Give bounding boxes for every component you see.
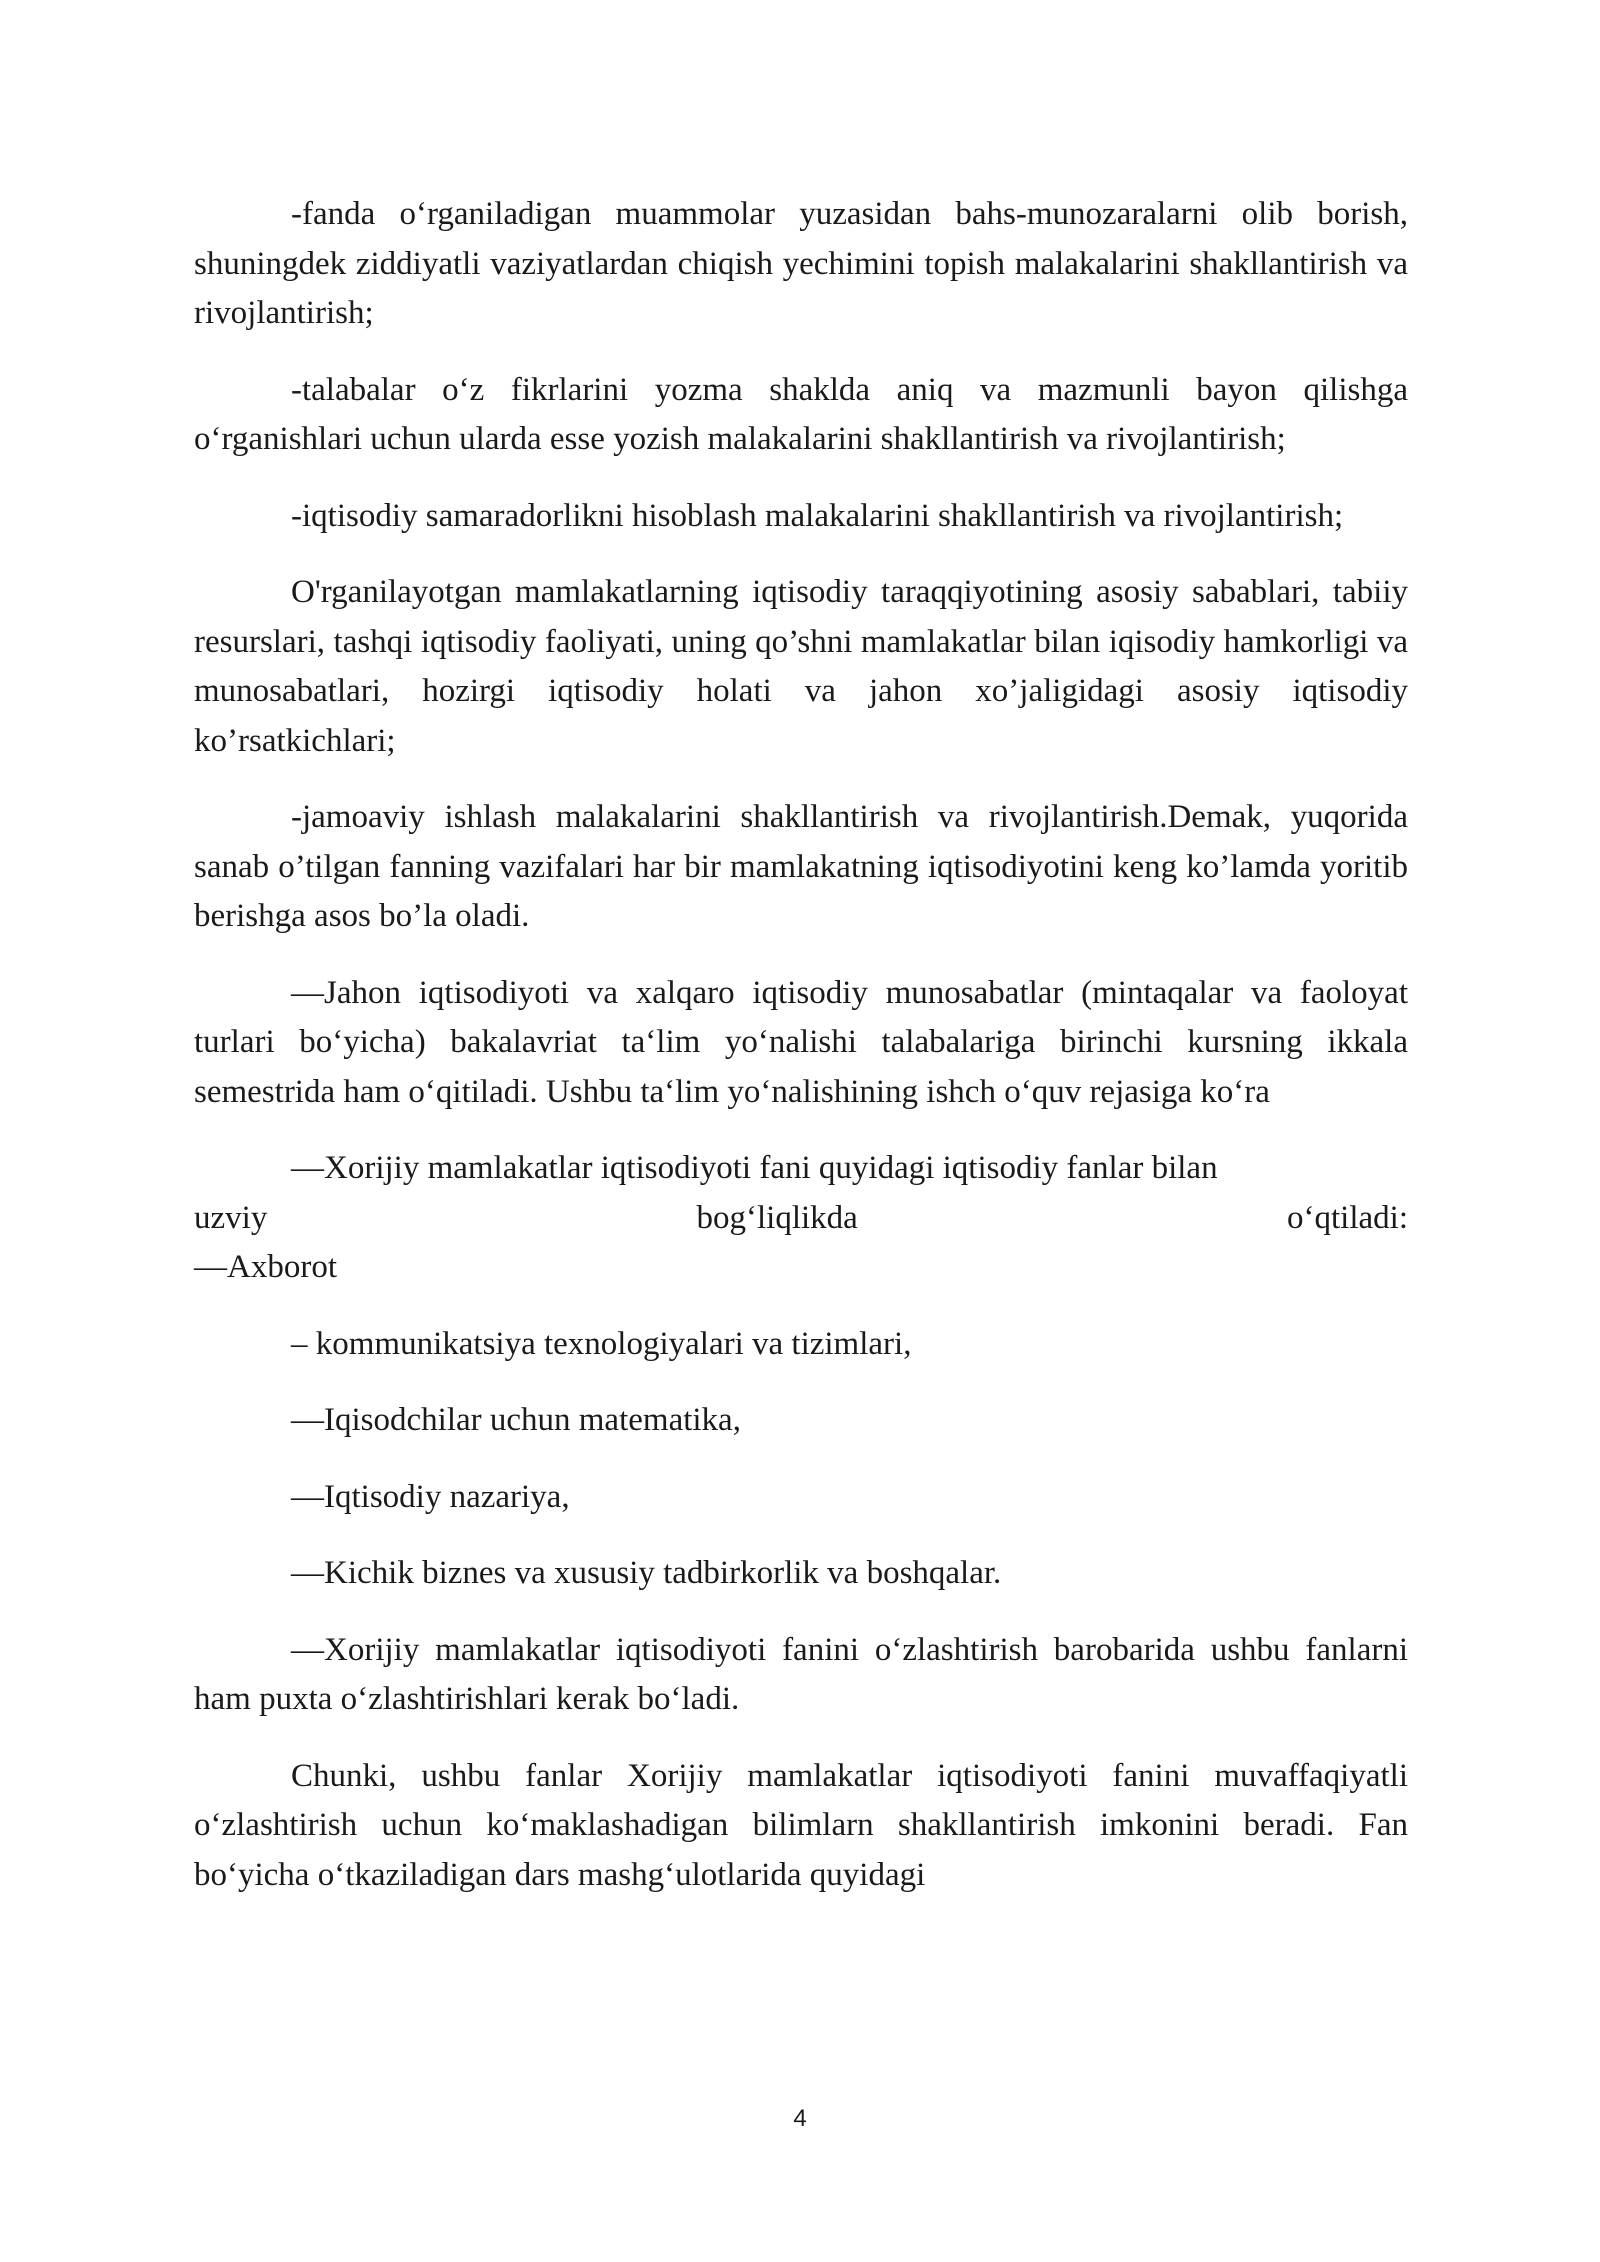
related-subjects-line-1: —Xorijiy mamlakatlar iqtisodiyoti fani quyidagi iqtisodiy fanlar bilan xyxy=(291,1150,1218,1186)
paragraph-efficiency-skills: -iqtisodiy samaradorlikni hisoblash malakalarini shakllantirish va rivojlantirish; xyxy=(291,497,1344,534)
related-subjects-line-3: —Axborot xyxy=(194,1249,337,1285)
related-subjects-line-2 xyxy=(194,1194,1408,1244)
paragraph-countries-economy: O'rganilayotgan mamlakatlarning iqtisodiy taraqqiyotining asosiy sabablari, tabiiy resurslari, tashqi iqtisodiy faoliyati, uning qo’shni mamlakatlar bilan iqisodiy hamkorligi va munosabatlari, hozirgi iqtisodiy holati va jahon xo’jaligidagi asosiy iqtisodiy ko’rsatkichlari; xyxy=(194,574,1408,759)
list-item: – kommunikatsiya texnologiyalari va tizimlari, xyxy=(291,1325,912,1362)
paragraph-because-subjects: Chunki, ushbu fanlar Xorijiy mamlakatlar iqtisodiyoti fanini muvaffaqiyatli o‘zlashtirish uchun ko‘maklashadigan bilimlarn shakllantirish imkonini beradi. Fan bo‘yicha o‘tkaziladigan dars mashg‘ulotlarida quyidagi xyxy=(194,1757,1408,1893)
list-item: —Iqtisodiy nazariya, xyxy=(291,1478,570,1515)
word-uzviy: uzviy xyxy=(194,1199,268,1236)
paragraph-teamwork: -jamoaviy ishlash malakalarini shakllantirish va rivojlantirish.Demak, yuqorida sanab o’tilgan fanning vazifalari har bir mamlakatning iqtisodiyotini keng ko’lamda yoritib berishga asos bo’la oladi. xyxy=(194,799,1408,934)
paragraph-course-description: —Jahon iqtisodiyoti va xalqaro iqtisodiy munosabatlar (mintaqalar va faoloyat turlari bo‘yicha) bakalavriat ta‘lim yo‘nalishi talabalariga birinchi kursning ikkala semestrida ham o‘qitiladi. Ushbu ta‘lim yo‘nalishining ishch o‘quv rejasiga ko‘ra xyxy=(194,974,1408,1110)
document-body xyxy=(194,190,1408,1927)
paragraph-essay-skills: -talabalar o‘z fikrlarini yozma shaklda aniq va mazmunli bayon qilishga o‘rganishlari uchun ularda esse yozish malakalarini shakllantirish va rivojlantirish; xyxy=(194,371,1408,457)
word-oqtiladi: o‘qtiladi: xyxy=(1287,1199,1408,1236)
paragraph-debate-skills: -fanda o‘rganiladigan muammolar yuzasidan bahs-munozaralarni olib borish, shuningdek ziddiyatli vaziyatlardan chiqish yechimini topish malakalarini shakllantirish va rivojlantirish; xyxy=(194,196,1408,331)
paragraph-related-subjects xyxy=(194,1144,1408,1293)
page-number: 4 xyxy=(793,2105,807,2132)
list-item: —Kichik biznes va xususiy tadbirkorlik va boshqalar. xyxy=(291,1555,1002,1591)
paragraph-mastering-subjects: —Xorijiy mamlakatlar iqtisodiyoti fanini o‘zlashtirish barobarida ushbu fanlarni ham puxta o‘zlashtirishlari kerak bo‘ladi. xyxy=(194,1631,1408,1717)
list-item: —Iqisodchilar uchun matematika, xyxy=(291,1402,741,1438)
word-bogliqlikda: bog‘liqlikda xyxy=(696,1199,858,1236)
